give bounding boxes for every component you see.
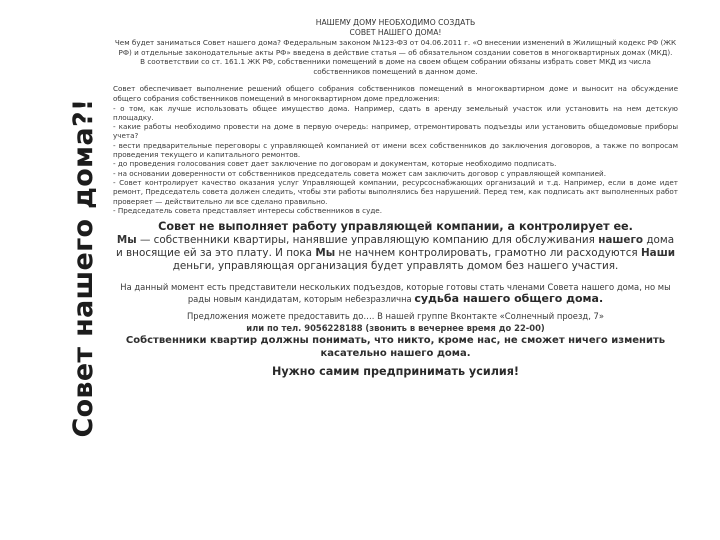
list-item: - Председатель совета представляет интересы собственников в суде.	[113, 205, 383, 215]
highlight-ours: нашего	[598, 234, 644, 247]
document-body	[113, 18, 678, 534]
list-item: - о том, как лучше использовать общее имущество дома. Например, сдать в аренду земельный участок или установить на нем детскую площадку.	[113, 103, 678, 122]
highlight-we-2: Мы	[315, 246, 336, 259]
header-line-1: НАШЕМУ ДОМУ НЕОБХОДИМО СОЗДАТЬ	[315, 18, 476, 27]
current-members-paragraph: На данный момент есть представители нескольких подъездов, которые готовы стать членами Совета нашего дома, но мы рады новым кандидатам, которым небезразлична судьба нашего общего дома.	[120, 281, 671, 305]
list-item: - на основании доверенности от собственников председатель совета может сам заключить договор с управляющей компанией.	[113, 168, 606, 178]
contacts-line-1: Предложения можете предоставить до…. В нашей группе Вконтакте «Солнечный проезд, 7»	[187, 310, 604, 321]
list-item: - вести предварительные переговоры с управляющей компанией от имени всех собственников до заключения договоров, а также по вопросам проведения текущего и капитального ремонтов.	[113, 140, 678, 160]
header-line-2: СОВЕТ НАШЕГО ДОМА!	[349, 28, 442, 37]
highlight-our-money: Наши	[640, 246, 676, 259]
list-item: - Совет контролирует качество оказания услуг Управляющей компании, ресурсоснабжающих организаций и т.д. Например, если в доме идет ремонт, Председатель совета должен следить, чтобы эти работы выполнялись без нарушений. Перед тем, как подписать акт выполненных работ проверяет — действительно ли все сделано правильно.	[113, 177, 678, 206]
list-item: - какие работы необходимо провести на доме в первую очередь: например, отремонтировать подъезды или установить общедомовые приборы учета?	[113, 122, 678, 141]
highlight-statement: Совет не выполняет работу управляющей компании, а контролирует ее.	[158, 220, 633, 234]
closing-line-2: Нужно самим предпринимать усилия!	[271, 364, 520, 378]
side-title-area	[58, 42, 110, 494]
highlight-paragraph: Мы — собственники квартиры, нанявшие управляющую компанию для обслуживания нашего дома и вносящие ей за это плату. И пока Мы не начнем контролировать, грамотно ли расходуются Наши деньги, управляющая организация будет управлять домом без нашего участия.	[115, 234, 676, 272]
contacts-line-2: или по тел. 9056228188 (звонить в вечернее время до 22-00)	[246, 322, 545, 333]
intro-paragraph-1: Чем будет заниматься Совет нашего дома? Федеральным законом №123-ФЗ от 04.06.2011 г. «О внесении изменений в Жилищный кодекс РФ (ЖК РФ) и отдельные законодательные акты РФ» введена в действие статья — об обязательном создании советов в многоквартирных домах (МКД).	[114, 38, 677, 57]
intro-paragraph-2: В соответствии со ст. 161.1 ЖК РФ, собственники помещений в доме на своем общем собрании обязаны избрать совет МКД из числа собственников помещений в данном доме.	[140, 57, 651, 76]
list-item: - до проведения голосования совет дает заключение по договорам и документам, которые необходимо подписать.	[113, 159, 557, 169]
current-emphasis: судьба нашего общего дома.	[414, 291, 604, 305]
side-title: Совет нашего дома?!	[68, 98, 99, 438]
duties-list	[113, 104, 678, 216]
closing-line-1: Собственники квартир должны понимать, что никто, кроме нас, не сможет ничего изменить касательно нашего дома.	[125, 334, 666, 359]
highlight-we-1: Мы	[116, 234, 137, 247]
duties-lead: Совет обеспечивает выполнение решений общего собрания собственников помещений в многоквартирном доме и выносит на обсуждение общего собрания собственников помещений в многоквартирном доме предложения:	[113, 84, 678, 103]
